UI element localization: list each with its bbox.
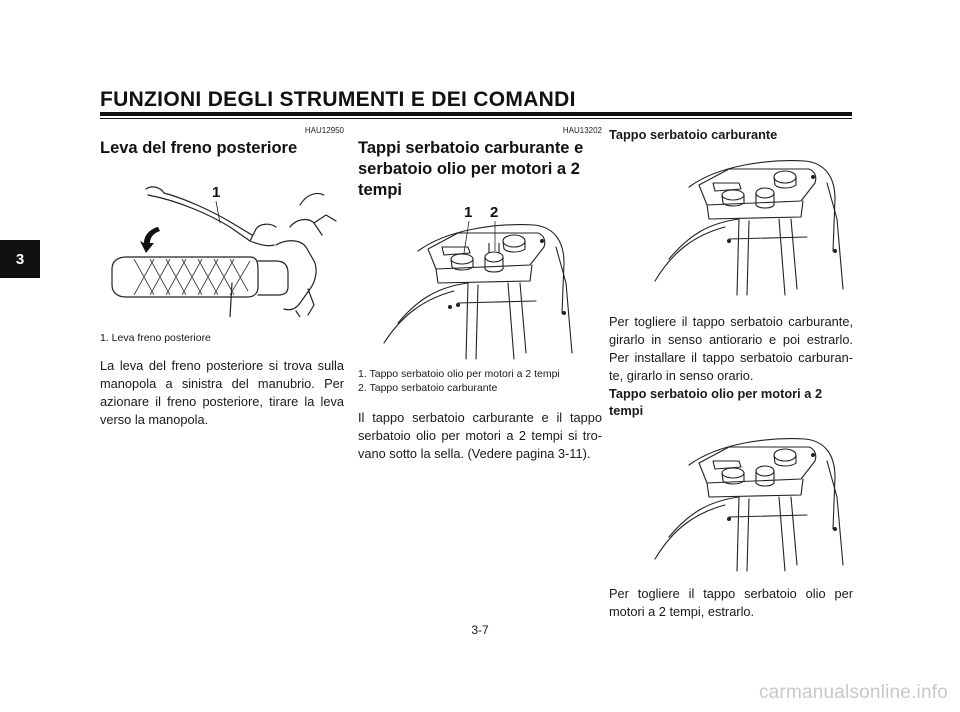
watermark: carmanualsonline.info [758, 682, 948, 703]
figure-caption: 1. Leva freno posteriore [100, 332, 211, 344]
middle-column [358, 126, 602, 463]
section-title-brake-lever: Leva del freno posteriore [100, 139, 298, 157]
header-rule-thin [100, 118, 852, 119]
page-number: 3-7 [471, 623, 489, 637]
header-rule [100, 112, 852, 116]
fuel-oil-caps-illustration [358, 203, 602, 363]
left-column [100, 126, 344, 429]
title-line: tempi [609, 403, 644, 418]
right-column [609, 126, 853, 621]
section-title-caps [358, 138, 602, 201]
caption-line: 1. Tappo serbatoio olio per motori a 2 tempi [358, 368, 560, 380]
title-line: Tappi serbatoio carburante e [358, 139, 584, 157]
title-line: serbatoio olio per motori a 2 [358, 160, 580, 178]
page-header-title: FUNZIONI DEGLI STRUMENTI E DEI COMANDI [100, 88, 576, 111]
figure-caption [358, 367, 602, 395]
title-line: Tappo serbatoio olio per motori a 2 [609, 386, 823, 401]
section-code: HAU12950 [304, 126, 344, 135]
fuel-cap-illustration [609, 147, 853, 299]
fuel-cap-instructions: Per togliere il tappo serbatoio carburante, girarlo in senso antiorario e poi estrarlo. Per installare il tappo serbatoio carburan-te, girarlo in senso orario. [609, 314, 853, 383]
callout-label-1: 1 [464, 204, 473, 221]
subsection-title-fuel-cap: Tappo serbatoio carburante [609, 127, 778, 142]
brake-lever-illustration [100, 165, 344, 317]
title-line: tempi [358, 181, 403, 199]
callout-label-1: 1 [212, 184, 221, 201]
subsection-title-oil-cap [609, 385, 853, 419]
section-body: Il tappo serbatoio carburante e il tappo serbatoio olio per motori a 2 tempi si tro-vano sotto la sella. (Vedere pagina 3-11). [358, 410, 602, 461]
section-code: HAU13202 [562, 126, 602, 135]
caption-line: 2. Tappo serbatoio carburante [358, 382, 498, 394]
chapter-tab[interactable]: 3 [0, 240, 40, 278]
pull-direction-arrow-icon [140, 227, 160, 253]
oil-cap-illustration [609, 425, 853, 573]
section-body: La leva del freno posteriore si trova sulla manopola a sinistra del manubrio. Per azionare il freno posteriore, tirare la leva verso la manopola. [100, 358, 344, 427]
oil-cap-instructions: Per togliere il tappo serbatoio olio per motori a 2 tempi, estrarlo. [609, 586, 853, 619]
callout-label-2: 2 [490, 204, 499, 221]
